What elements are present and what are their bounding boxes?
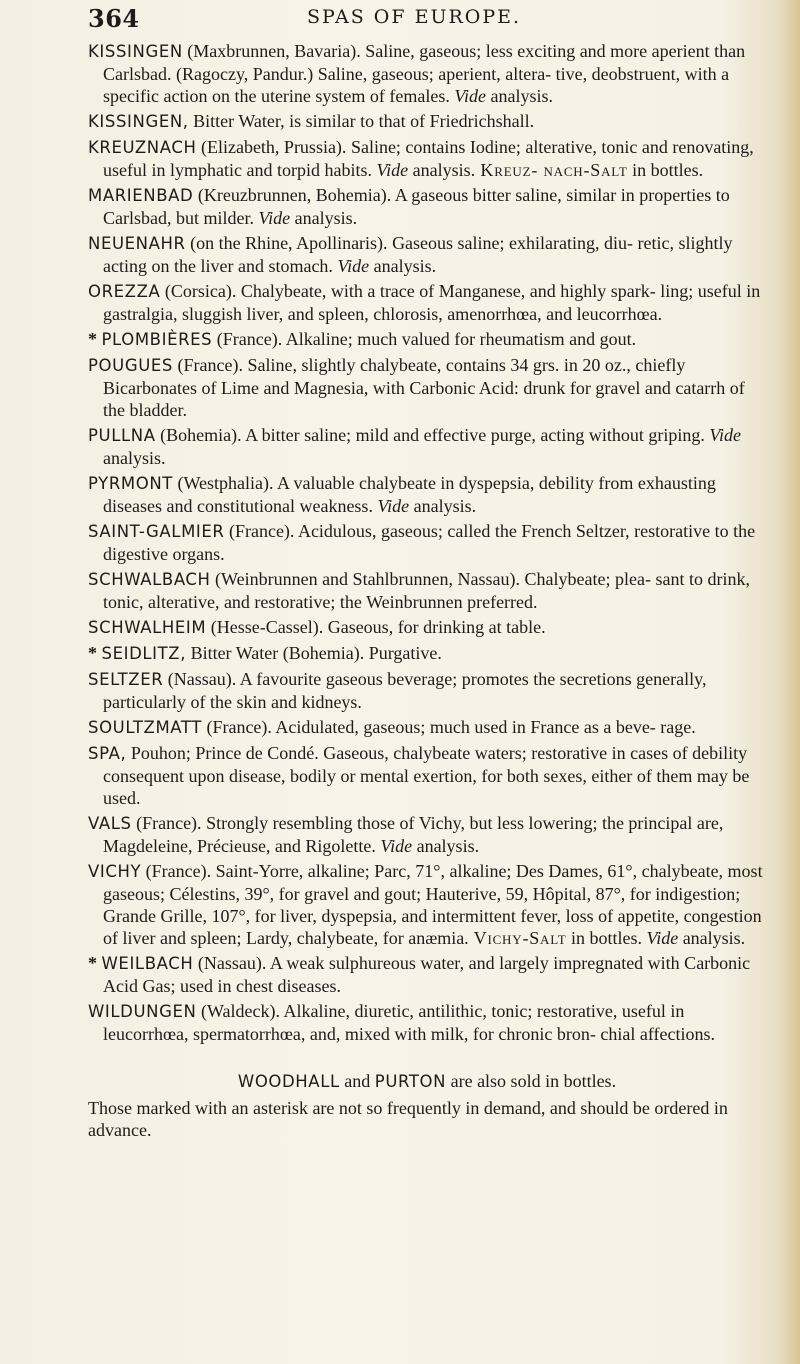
spa-name: VALS [88,814,132,833]
spa-entry [88,136,766,181]
closing-text: are also sold in bottles. [446,1071,617,1091]
spa-name: WILDUNGEN [88,1002,197,1021]
asterisk-marker: * [88,953,102,973]
vide-reference: Vide [642,928,679,948]
spa-location: (Westphalia). [172,473,274,493]
spa-name: NEUENAHR [88,234,186,253]
spa-entry [88,472,766,517]
asterisk-marker: * [88,329,102,349]
running-head: SPAS OF EUROPE. [306,6,522,28]
page-header [88,4,740,40]
spa-location: (Nassau). [163,669,237,689]
spa-location: (Hesse-Cassel). [206,617,324,637]
analysis-reference: analysis. [412,836,480,856]
asterisk-footnote: Those marked with an asterisk are not so frequently in demand, and should be ordered in advance. [88,1098,728,1140]
spa-location: (France). [224,521,295,541]
spa-location: (Bohemia). [155,425,242,445]
spa-entry [88,424,766,469]
spa-name: PYRMONT [88,474,173,493]
spa-description: Acidulated, gaseous; much used in France as a beve- rage. [271,717,696,737]
spa-description: Alkaline; much valued for rheumatism and gout. [282,329,637,349]
spa-description: Bitter Water, is similar to that of Friedrichshall. [188,111,535,131]
spa-name: KISSINGEN [88,42,183,61]
spa-description: A bitter saline; mild and effective purge, acting without griping. [241,425,705,445]
spa-description: A favourite gaseous beverage; promotes the secretions generally, particularly of the skin and kidneys. [103,669,707,712]
spa-description: Saint-Yorre, alkaline; Parc, 71°, alkaline; Des Dames, 61°, chalybeate, most gaseous; Célestins, 39°, for gravel and gout; Hauterive, 59, Hôpital, 87°, for indigestion; Grande Grille, 107°, for liver, dyspepsia, and intermittent fever, loss of appetite, congestion of liver and spleen; Lardy, chalybeate, for anæmia. [103,861,763,948]
spa-name: PULLNA [88,426,156,445]
spa-location: (Kreuzbrunnen, Bohemia). [193,185,392,205]
spa-name: OREZZA [88,282,161,301]
spa-name: SELTZER [88,670,164,689]
spa-description: Saline, gaseous; less exciting and more aperient than Carlsbad. (Ragoczy, Pandur.) Saline, gaseous; aperient, altera- tive, deobstruent, with a specific action on the uterine system of females. [103,41,746,106]
spa-description: Alkaline, diuretic, antilithic, tonic; restorative, useful in leucorrhœa, spermatorrhœa, and, mixed with milk, for chronic bron- chial affections. [103,1001,715,1044]
vide-reference: Vide [449,86,487,106]
bottled-salt-name: Vichy-Salt [468,928,567,948]
spacer [88,1048,766,1070]
spa-description: Saline, slightly chalybeate, contains 34 grs. in 20 oz., chiefly Bicarbonates of Lime and Magnesia, with Carbonic Acid: drunk for gravel and catarrh of the bladder. [103,355,745,420]
spa-name: SEIDLITZ, [101,644,187,663]
spa-entry [88,668,766,713]
spa-location: (France). [131,813,202,833]
spa-name: SCHWALHEIM [88,618,207,637]
analysis-reference: analysis. [408,160,476,180]
analysis-reference: analysis. [409,496,477,516]
page-number: 364 [88,4,140,33]
conjunction: and [339,1071,375,1091]
spa-entry [88,812,766,857]
spa-entry [88,40,766,107]
vide-reference: Vide [371,160,409,180]
spa-description: Strongly resembling those of Vichy, but less lowering; the principal are, Magdeleine, Précieuse, and Rigolette. [103,813,724,856]
spa-name: PURTON [374,1072,447,1091]
spa-entry [88,1000,766,1045]
spa-name: SCHWALBACH [88,570,211,589]
spa-location: (Corsica). [160,281,237,301]
spa-description: Gaseous, chalybeate waters; restorative in cases of debility consequent upon disease, bodily or mental exertion, for both sexes, either of them may be used. [103,743,750,808]
spa-entry [88,520,766,565]
spa-entry [88,110,766,133]
analysis-reference: analysis. [678,928,746,948]
spa-description: Gaseous saline; exhilarating, diu- retic, slightly acting on the liver and stomach. [103,233,733,276]
spa-location: (France). [141,861,212,881]
vide-reference: Vide [332,256,370,276]
spa-name: POUGUES [88,356,173,375]
spa-entry [88,616,766,639]
spa-description: Chalybeate; plea- sant to drink, tonic, alterative, and restorative; the Weinbrunnen preferred. [103,569,750,612]
spa-list [88,40,766,1141]
spa-description: Saline; contains Iodine; alterative, tonic and renovating, useful in lymphatic and torpid habits. [103,137,754,180]
bottled-note: in bottles. [566,928,643,948]
spa-name: SAINT-GALMIER [88,522,225,541]
bottled-note: in bottles. [627,160,704,180]
spa-description: A gaseous bitter saline, similar in properties to Carlsbad, but milder. [103,185,730,228]
spa-name: SPA, [88,744,127,763]
spa-name: WEILBACH [101,954,194,973]
spa-location: (Elizabeth, Prussia). [196,137,347,157]
vide-reference: Vide [372,496,410,516]
spa-description: A valuable chalybeate in dyspepsia, debility from exhausting diseases and constitutional weakness. [103,473,716,516]
spa-location: (Waldeck). [196,1001,280,1021]
spa-name: KISSINGEN, [88,112,189,131]
spa-name: SOULTZMATT [88,718,202,737]
spa-entry [88,742,766,809]
asterisk-marker: * [88,643,102,663]
vide-reference: Vide [253,208,291,228]
analysis-reference: analysis. [103,448,166,468]
spa-description: Acidulous, gaseous; called the French Seltzer, restorative to the digestive organs. [103,521,756,564]
analysis-reference: analysis. [486,86,554,106]
spa-entry [88,280,766,325]
spa-entry [88,642,766,665]
spa-entry [88,328,766,351]
spa-description: Gaseous, for drinking at table. [323,617,546,637]
spa-entry [88,232,766,277]
spa-entry [88,568,766,613]
spa-entry [88,716,766,739]
bottled-note-line [88,1070,766,1093]
spa-location: Pouhon; Prince de Condé. [126,743,319,763]
vide-reference: Vide [704,425,742,445]
spa-name: WOODHALL [237,1072,340,1091]
spa-entry [88,952,766,997]
spa-location: (France). [201,717,272,737]
spa-name: MARIENBAD [88,186,194,205]
spa-location: (France). [212,329,283,349]
spa-description: Chalybeate, with a trace of Manganese, and highly spark- ling; useful in gastralgia, sluggish liver, and spleen, chlorosis, amenorrhœa, and leucorrhœa. [103,281,761,324]
analysis-reference: analysis. [369,256,437,276]
spa-entry [88,354,766,421]
spa-entry [88,184,766,229]
bottled-salt-name: Kreuz- nach-Salt [475,160,628,180]
vide-reference: Vide [375,836,413,856]
spa-name: PLOMBIÈRES [101,330,213,349]
spa-name: VICHY [88,862,142,881]
spa-name: KREUZNACH [88,138,197,157]
spa-location: Bitter Water (Bohemia). [186,643,365,663]
spa-location: (on the Rhine, Apollinaris). [185,233,388,253]
spa-location: (Weinbrunnen and Stahlbrunnen, Nassau). [210,569,521,589]
spa-location: (Maxbrunnen, Bavaria). [182,41,361,61]
spa-entry [88,860,766,949]
spa-location: (France). [172,355,243,375]
spa-description: Purgative. [364,643,442,663]
spa-location: (Nassau). [193,953,267,973]
spa-description: A weak sulphureous water, and largely impregnated with Carbonic Acid Gas; used in chest diseases. [103,953,751,996]
analysis-reference: analysis. [290,208,358,228]
